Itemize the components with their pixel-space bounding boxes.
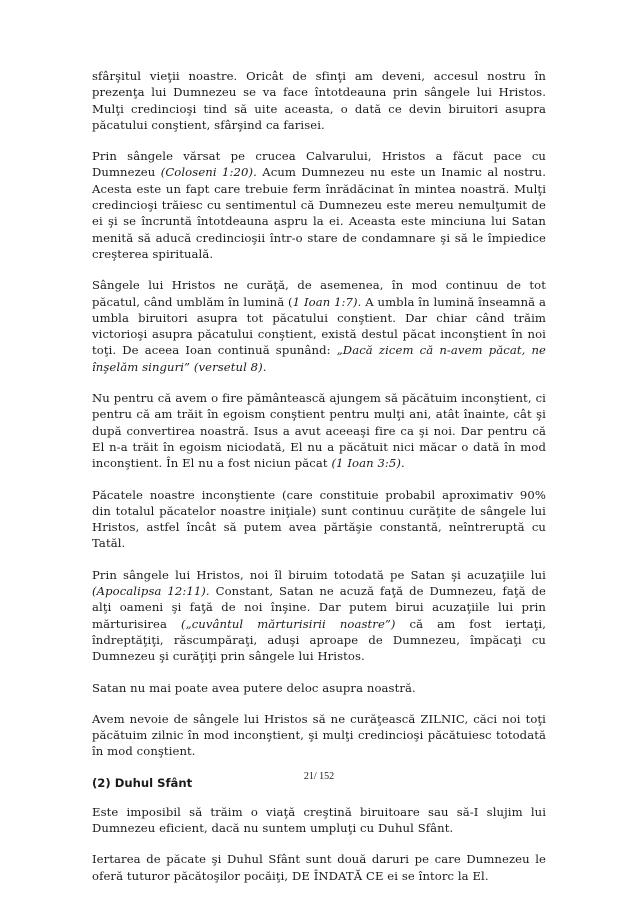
text-span: Prin sângele lui Hristos, noi îl biruim totodată pe Satan şi acuzaţiile lui — [92, 567, 546, 582]
paragraph-group-after-heading — [92, 804, 546, 884]
paragraph-p2 — [92, 148, 546, 262]
italic-text: („cuvântul mărturisirii noastre”) — [180, 616, 396, 631]
paragraph-group-before-heading — [92, 68, 546, 760]
text-span: Este imposibil să trăim o viaţă creştină biruitoare sau să-I slujim lui Dumnezeu eficient, dacă nu suntem umpluţi cu Duhul Sfânt. — [92, 804, 546, 835]
italic-text: (Coloseni 1:20). — [160, 165, 257, 180]
text-span: Avem nevoie de sângele lui Hristos să ne curăţească ZILNIC, căci noi toţi păcătuim zilnic în mod inconştient, şi mulţi credincioşi păcătuiesc totodată în mod conştient. — [92, 711, 546, 759]
text-span: Acum Dumnezeu nu este un Inamic al nostru. Acesta este un fapt care trebuie ferm înrădăcinat în mintea noastră. Mulţi credincioşi trăiesc cu sentimentul că Dumnezeu este mereu nemulţumit de ei şi se încruntă întotdeauna aspru la ei. Aceasta este minciuna lui Satan menită să aducă credincioşii într-o stare de condamnare şi să le împiedice creşterea spirituală. — [92, 165, 546, 261]
italic-text: 1 Ioan 1:7). — [292, 294, 362, 309]
text-span: Prin sângele vărsat pe crucea Calvarului, Hristos a făcut pace cu Dumnezeu — [92, 149, 546, 180]
page-number: 21/ 152 — [303, 771, 335, 782]
text-span: că am fost iertaţi, îndreptăţiţi, răscumpăraţi, aduşi aproape de Dumnezeu, împăcaţi cu Dumnezeu şi curăţiţi prin sângele lui Hristos. — [92, 616, 546, 664]
italic-text: „Dacă zicem că n-avem păcat, ne înşelăm singuri” (versetul 8). — [92, 343, 546, 374]
section-heading: (2) Duhul Sfânt — [92, 775, 193, 790]
text-span: Constant, Satan ne acuză faţă de Dumnezeu, faţă de alţi oameni şi faţă de noi înşine. Dar putem birui acuzaţiile lui prin mărturisirea — [92, 584, 546, 631]
paragraph-p1 — [92, 68, 546, 133]
italic-text: (1 Ioan 3:5). — [331, 456, 405, 471]
paragraph-p6 — [92, 567, 546, 665]
paragraph-p9 — [92, 804, 546, 837]
paragraph-p8 — [92, 711, 546, 760]
text-span: Satan nu mai poate avea putere deloc asupra noastră. — [92, 680, 416, 695]
text-span: sfârşitul vieţii noastre. Oricât de sfinţi am deveni, accesul nostru în prezenţa lui Dumnezeu se va face întotdeauna prin sângele lui Hristos. Mulţi credincioşi tind să uite aceasta, o dată ce devin biruitori asupra păcatului conştient, sfârşind ca farisei. — [92, 69, 546, 132]
text-span: Sângele lui Hristos ne curăţă, de asemenea, în mod continuu de tot păcatul, când umblăm în lumină ( — [92, 278, 546, 309]
italic-text: (Apocalipsa 12:11). — [92, 584, 210, 599]
paragraph-p3 — [92, 277, 546, 375]
paragraph-p5 — [92, 487, 546, 552]
paragraph-p4 — [92, 390, 546, 471]
text-span: A umbla în lumină înseamnă a umbla biruitori asupra tot păcatului conştient. Dar chiar când trăim victorioşi asupra păcatului conştient, există destul păcat inconştient în noi toţi. De aceea Ioan continuă spunând: — [92, 294, 546, 358]
text-span: Iertarea de păcate şi Duhul Sfânt sunt două daruri pe care Dumnezeu le oferă tuturor păcătoşilor pocăiţi, DE ÎNDATĂ CE ei se întorc la El. — [92, 852, 546, 883]
text-span: Nu pentru că avem o fire pământească ajungem să păcătuim inconştient, ci pentru că am trăit în egoism conştient pentru mulţi ani, atât înainte, cât şi după convertirea noastră. Isus a avut aceeaşi fire ca şi noi. Dar pentru că El n-a trăit în egoism niciodată, El nu a păcătuit nici măcar o dată în mod inconştient. În El nu a fost niciun păcat — [92, 391, 546, 471]
paragraph-p7 — [92, 680, 546, 696]
text-span: Păcatele noastre inconştiente (care constituie probabil aproximativ 90% din totalul păcatelor noastre iniţiale) sunt continuu curăţite de sângele lui Hristos, astfel încât să putem avea părtăşie constantă, neîntreruptă cu Tatăl. — [92, 487, 546, 551]
paragraph-p10 — [92, 851, 546, 884]
